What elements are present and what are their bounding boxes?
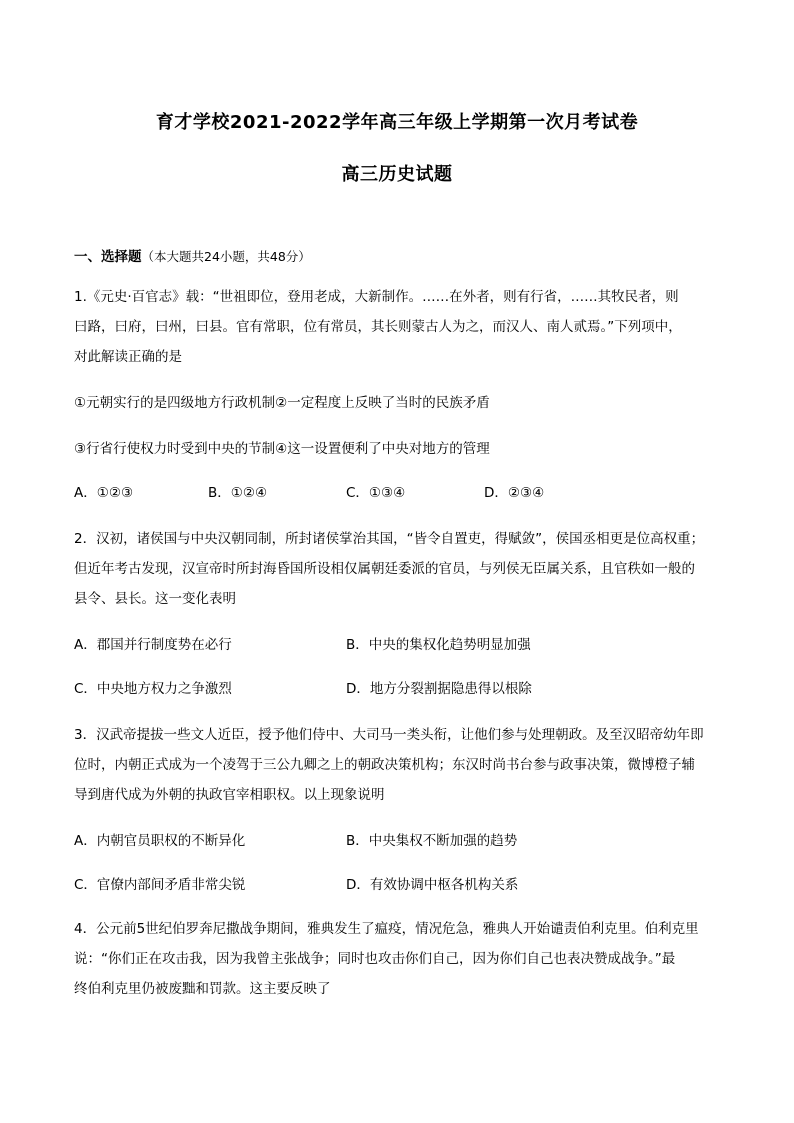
q1-line-2: 曰路，曰府，曰州，曰县。官有常职，位有常员，其长则蒙古人为之，而汉人、南人贰焉。”下列项中， — [74, 319, 682, 335]
q4-line-1: 4．公元前5世纪伯罗奔尼撒战争期间，雅典发生了瘟疫，情况危急，雅典人开始谴责伯利克里。伯利克里 — [74, 921, 699, 937]
q2-option-a: A．郡国并行制度势在必行 — [74, 637, 232, 653]
q2-option-c: C．中央地方权力之争激烈 — [74, 681, 232, 697]
q2-option-b: B．中央的集权化趋势明显加强 — [346, 637, 531, 653]
exam-subtitle: 高三历史试题 — [341, 164, 453, 185]
q1-option-d: D．②③④ — [484, 485, 545, 501]
exam-title: 育才学校2021-2022学年高三年级上学期第一次月考试卷 — [155, 112, 639, 133]
q1-line-3: 对此解读正确的是 — [74, 349, 182, 365]
q3-option-b: B．中央集权不断加强的趋势 — [346, 833, 518, 849]
q2-option-d: D．地方分裂割据隐患得以根除 — [346, 681, 532, 697]
q3-option-a: A．内朝官员职权的不断异化 — [74, 833, 246, 849]
q2-line-1: 2．汉初，诸侯国与中央汉朝同制，所封诸侯掌治其国，“皆令自置吏，得赋敛”，侯国丞相更是位高权重； — [74, 531, 705, 547]
q3-option-d: D．有效协调中枢各机构关系 — [346, 877, 519, 893]
q2-line-2: 但近年考古发现，汉宣帝时所封海昏国所设相仅属朝廷委派的官员，与列侯无臣属关系，且官秩如一般的 — [74, 561, 695, 577]
q1-statements-2: ③行省行使权力时受到中央的节制④这一设置便利了中央对地方的管理 — [74, 441, 490, 457]
section-heading — [74, 248, 311, 266]
q3-line-3: 导到唐代成为外朝的执政官宰相职权。以上现象说明 — [74, 787, 385, 803]
q1-line-1: 1.《元史·百官志》载：“世祖即位，登用老成，大新制作。……在外者，则有行省，……其牧民者，则 — [74, 289, 679, 305]
q1-option-b: B．①②④ — [208, 485, 268, 501]
q1-option-c: C．①③④ — [346, 485, 406, 501]
q3-line-1: 3．汉武帝提拔一些文人近臣，授予他们侍中、大司马一类头衔，让他们参与处理朝政。及至汉昭帝幼年即 — [74, 727, 704, 743]
q4-line-3: 终伯利克里仍被废黜和罚款。这主要反映了 — [74, 981, 331, 997]
section-label: 一、选择题 — [74, 249, 142, 265]
section-note: （本大题共24小题，共48分） — [141, 249, 311, 264]
q1-statements-1: ①元朝实行的是四级地方行政机制②一定程度上反映了当时的民族矛盾 — [74, 395, 490, 411]
q2-line-3: 县令、县长。这一变化表明 — [74, 591, 236, 607]
q3-line-2: 位时，内朝正式成为一个凌驾于三公九卿之上的朝政决策机构；东汉时尚书台参与政事决策，微博橙子辅 — [74, 757, 695, 773]
q1-option-a: A．①②③ — [74, 485, 134, 501]
q4-line-2: 说：“你们正在攻击我，因为我曾主张战争；同时也攻击你们自己，因为你们自己也表决赞成战争。”最 — [74, 951, 676, 967]
q3-option-c: C．官僚内部间矛盾非常尖锐 — [74, 877, 246, 893]
